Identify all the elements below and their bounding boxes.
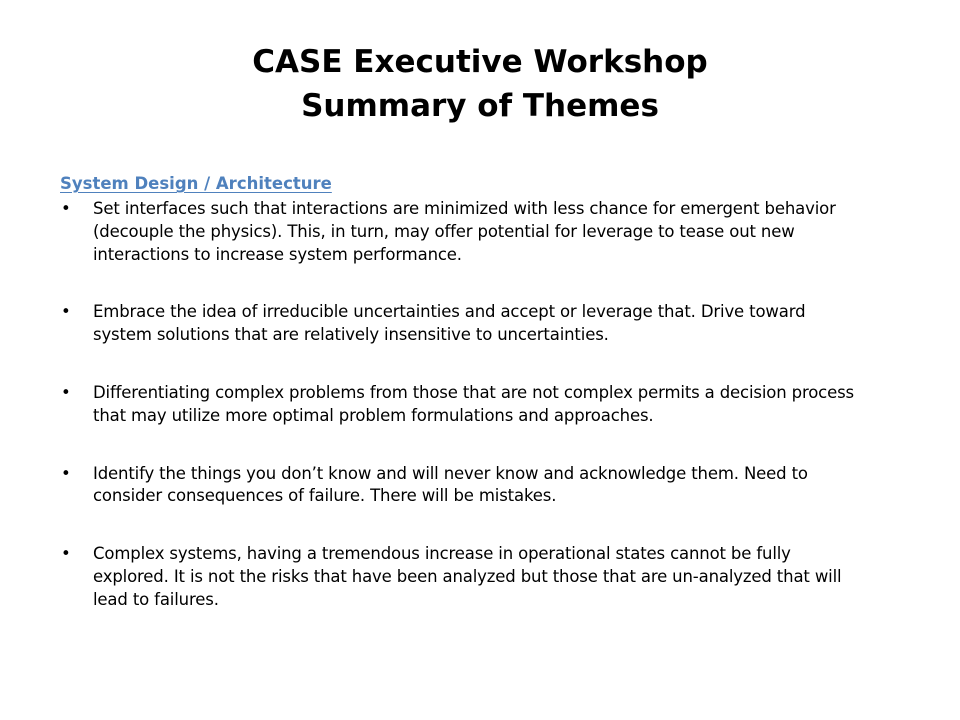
bullet-icon: • [61, 463, 71, 483]
section-heading: System Design / Architecture [60, 174, 332, 193]
bullet-item [60, 543, 860, 611]
slide-title [60, 40, 900, 128]
bullet-icon: • [61, 199, 71, 218]
bullet-text: Embrace the idea of irreducible uncertainties and accept or leverage that. Drive toward system solutions that are relatively insensitive to uncertainties. [93, 302, 806, 345]
bullet-icon: • [61, 302, 71, 322]
bullet-item [60, 463, 860, 509]
bullet-icon: • [61, 544, 71, 564]
bullet-item [60, 198, 860, 266]
title-line-2: Summary of Themes [301, 88, 659, 124]
bullet-text: Identify the things you don’t know and will never know and acknowledge them. Need to consider consequences of failure. There will be mistakes. [93, 463, 808, 506]
title-line-1: CASE Executive Workshop [252, 44, 708, 80]
bullet-list [60, 198, 860, 612]
bullet-text: Set interfaces such that interactions are minimized with less chance for emergent behavior (decouple the physics). This, in turn, may offer potential for leverage to tease out new interactions to increase system performance. [93, 199, 836, 264]
bullet-icon: • [61, 382, 71, 402]
bullet-item [60, 382, 860, 428]
bullet-item [60, 301, 860, 347]
bullet-text: Differentiating complex problems from those that are not complex permits a decision process that may utilize more optimal problem formulations and approaches. [93, 382, 854, 425]
bullet-text: Complex systems, having a tremendous increase in operational states cannot be fully explored. It is not the risks that have been analyzed but those that are un-analyzed that will lead to failures. [93, 544, 842, 609]
